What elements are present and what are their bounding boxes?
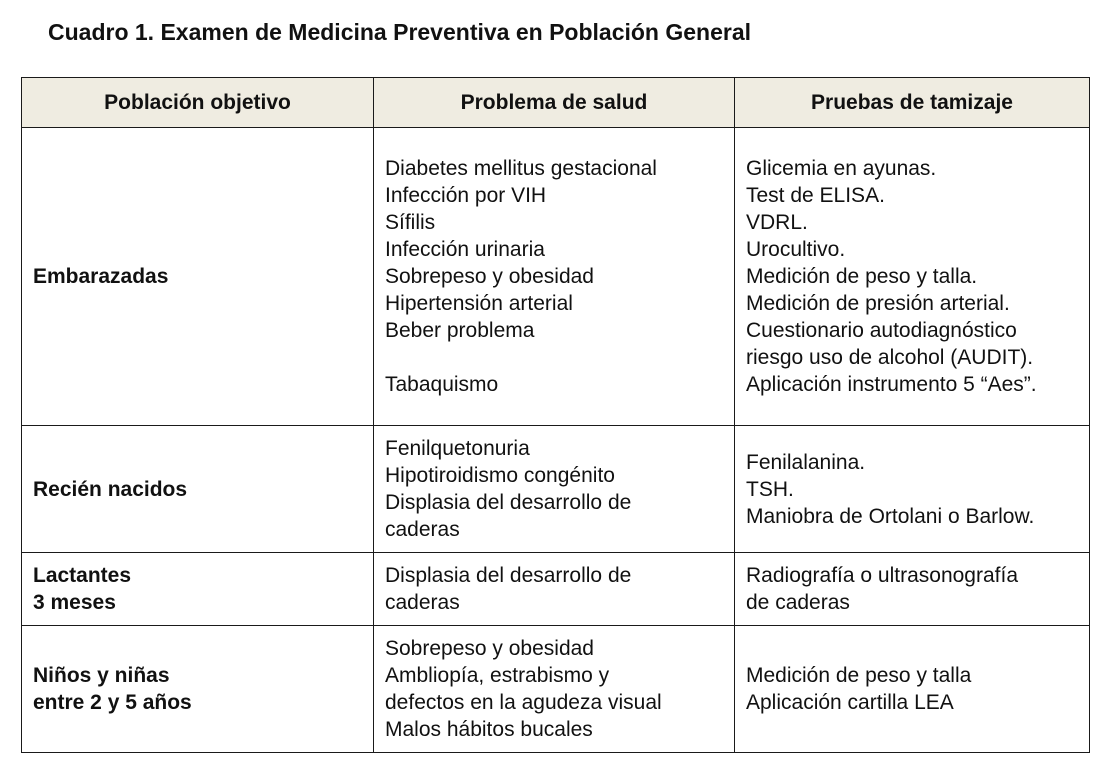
table-row-ninos (22, 626, 1090, 753)
tests-cell (735, 426, 1090, 553)
problem-item: Ambliopía, estrabismo y (385, 664, 610, 687)
document-title: Cuadro 1. Examen de Medicina Preventiva en Población General (48, 19, 752, 45)
tests-cell (735, 128, 1090, 426)
problem-item: Beber problema (385, 319, 535, 342)
test-item: riesgo uso de alcohol (AUDIT). (746, 346, 1034, 369)
population-label: Lactantes (33, 564, 132, 587)
population-label: Niños y niñas (33, 664, 170, 687)
test-item: Medición de peso y talla. (746, 265, 978, 288)
table-row-recien-nacidos (22, 426, 1090, 553)
test-item: Test de ELISA. (746, 184, 885, 207)
problem-item: Malos hábitos bucales (385, 718, 593, 741)
problem-item: Infección urinaria (385, 238, 545, 261)
test-item: Medición de presión arterial. (746, 292, 1010, 315)
problem-item: defectos en la agudeza visual (385, 691, 662, 714)
problems-cell (374, 626, 735, 753)
test-item: Fenilalanina. (746, 450, 866, 474)
problems-cell (374, 426, 735, 553)
population-label: Embarazadas (33, 265, 169, 288)
table-row-lactantes (22, 553, 1090, 626)
header-population: Población objetivo (22, 78, 374, 128)
population-cell (22, 553, 374, 626)
test-item: Radiografía o ultrasonografía (746, 564, 1019, 587)
problem-item: Fenilquetonuria (385, 437, 530, 460)
problems-cell (374, 553, 735, 626)
problem-item: Infección por VIH (385, 184, 547, 207)
problem-item: Sífilis (385, 211, 436, 234)
test-item: Glicemia en ayunas. (746, 157, 937, 180)
test-item: Maniobra de Ortolani o Barlow. (746, 504, 1035, 528)
test-item: VDRL. (746, 211, 808, 234)
population-cell (22, 626, 374, 753)
problem-item: Sobrepeso y obesidad (385, 265, 594, 288)
population-cell (22, 426, 374, 553)
problems-cell (374, 128, 735, 426)
population-label: entre 2 y 5 años (33, 691, 192, 714)
problem-spacer (385, 344, 723, 371)
header-health-problem: Problema de salud (374, 78, 735, 128)
table-row-embarazadas (22, 128, 1090, 426)
population-label: 3 meses (33, 591, 116, 614)
problem-item: caderas (385, 591, 460, 614)
problem-item: Sobrepeso y obesidad (385, 637, 594, 660)
problem-item: Hipotiroidismo congénito (385, 464, 615, 487)
test-item: TSH. (746, 477, 794, 501)
tests-cell (735, 553, 1090, 626)
problem-item: Tabaquismo (385, 373, 499, 396)
tests-cell (735, 626, 1090, 753)
test-item: de caderas (746, 591, 850, 614)
test-item: Medición de peso y talla (746, 664, 972, 687)
preventive-exam-table (21, 77, 1090, 753)
test-item: Aplicación instrumento 5 “Aes”. (746, 373, 1037, 396)
problem-item: Diabetes mellitus gestacional (385, 157, 657, 180)
header-screening-tests: Pruebas de tamizaje (735, 78, 1090, 128)
test-item: Cuestionario autodiagnóstico (746, 319, 1017, 342)
population-cell (22, 128, 374, 426)
problem-item: Displasia del desarrollo de (385, 491, 632, 514)
table-header-row (22, 78, 1090, 128)
problem-item: Displasia del desarrollo de (385, 564, 632, 587)
population-label: Recién nacidos (33, 477, 188, 501)
test-item: Urocultivo. (746, 238, 846, 261)
test-item: Aplicación cartilla LEA (746, 691, 954, 714)
problem-item: Hipertensión arterial (385, 292, 573, 315)
problem-item: caderas (385, 518, 460, 541)
